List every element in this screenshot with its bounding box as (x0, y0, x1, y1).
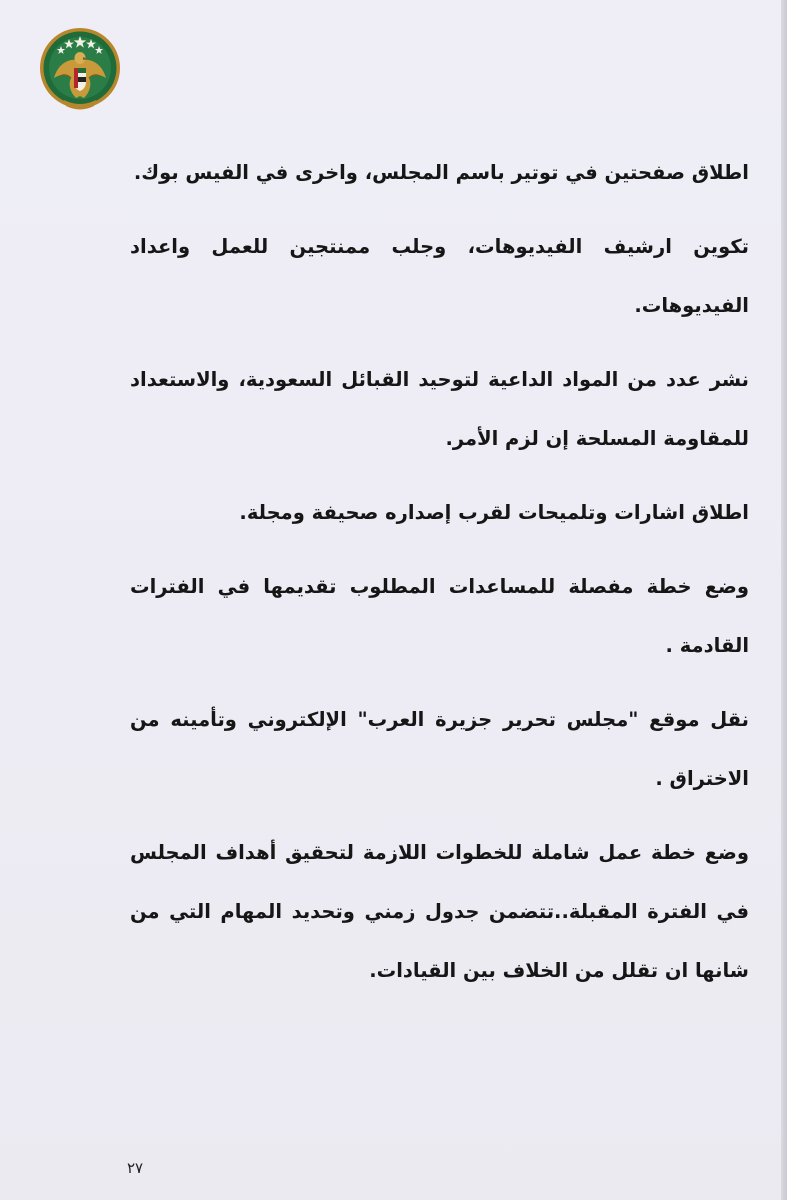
paragraph-newspaper-magazine: اطلاق اشارات وتلميحات لقرب إصداره صحيفة ومجلة. (239, 501, 749, 524)
paragraph-twitter-facebook: اطلاق صفحتين في توتير باسم المجلس، واخرى في الفيس بوك. (133, 161, 749, 184)
paragraph-comprehensive-plan: وضع خطة عمل شاملة للخطوات اللازمة لتحقيق أهداف المجلس في الفترة المقبلة..تتضمن جدول زمني وتحديد المهام التي من شانها ان تقلل من الخلاف بين القيادات. (130, 841, 749, 982)
paragraph-aid-plan: وضع خطة مفصلة للمساعدات المطلوب تقديمها في الفترات القادمة . (130, 575, 749, 657)
page-number: ٢٧ (127, 1159, 144, 1177)
paragraph-tribes-materials: نشر عدد من المواد الداعية لتوحيد القبائل السعودية، والاستعداد للمقاومة المسلحة إن لزم الأمر. (130, 368, 749, 450)
paragraph-website-security: نقل موقع "مجلس تحرير جزيرة العرب" الإلكتروني وتأمينه من الاختراق . (130, 708, 749, 790)
falcon-emblem-icon (38, 24, 122, 118)
page-edge-shadow (781, 0, 787, 1200)
paragraph-video-archive: تكوين ارشيف الفيديوهات، وجلب ممنتجين للعمل واعداد الفيديوهات. (130, 235, 749, 317)
document-body (130, 143, 749, 1000)
